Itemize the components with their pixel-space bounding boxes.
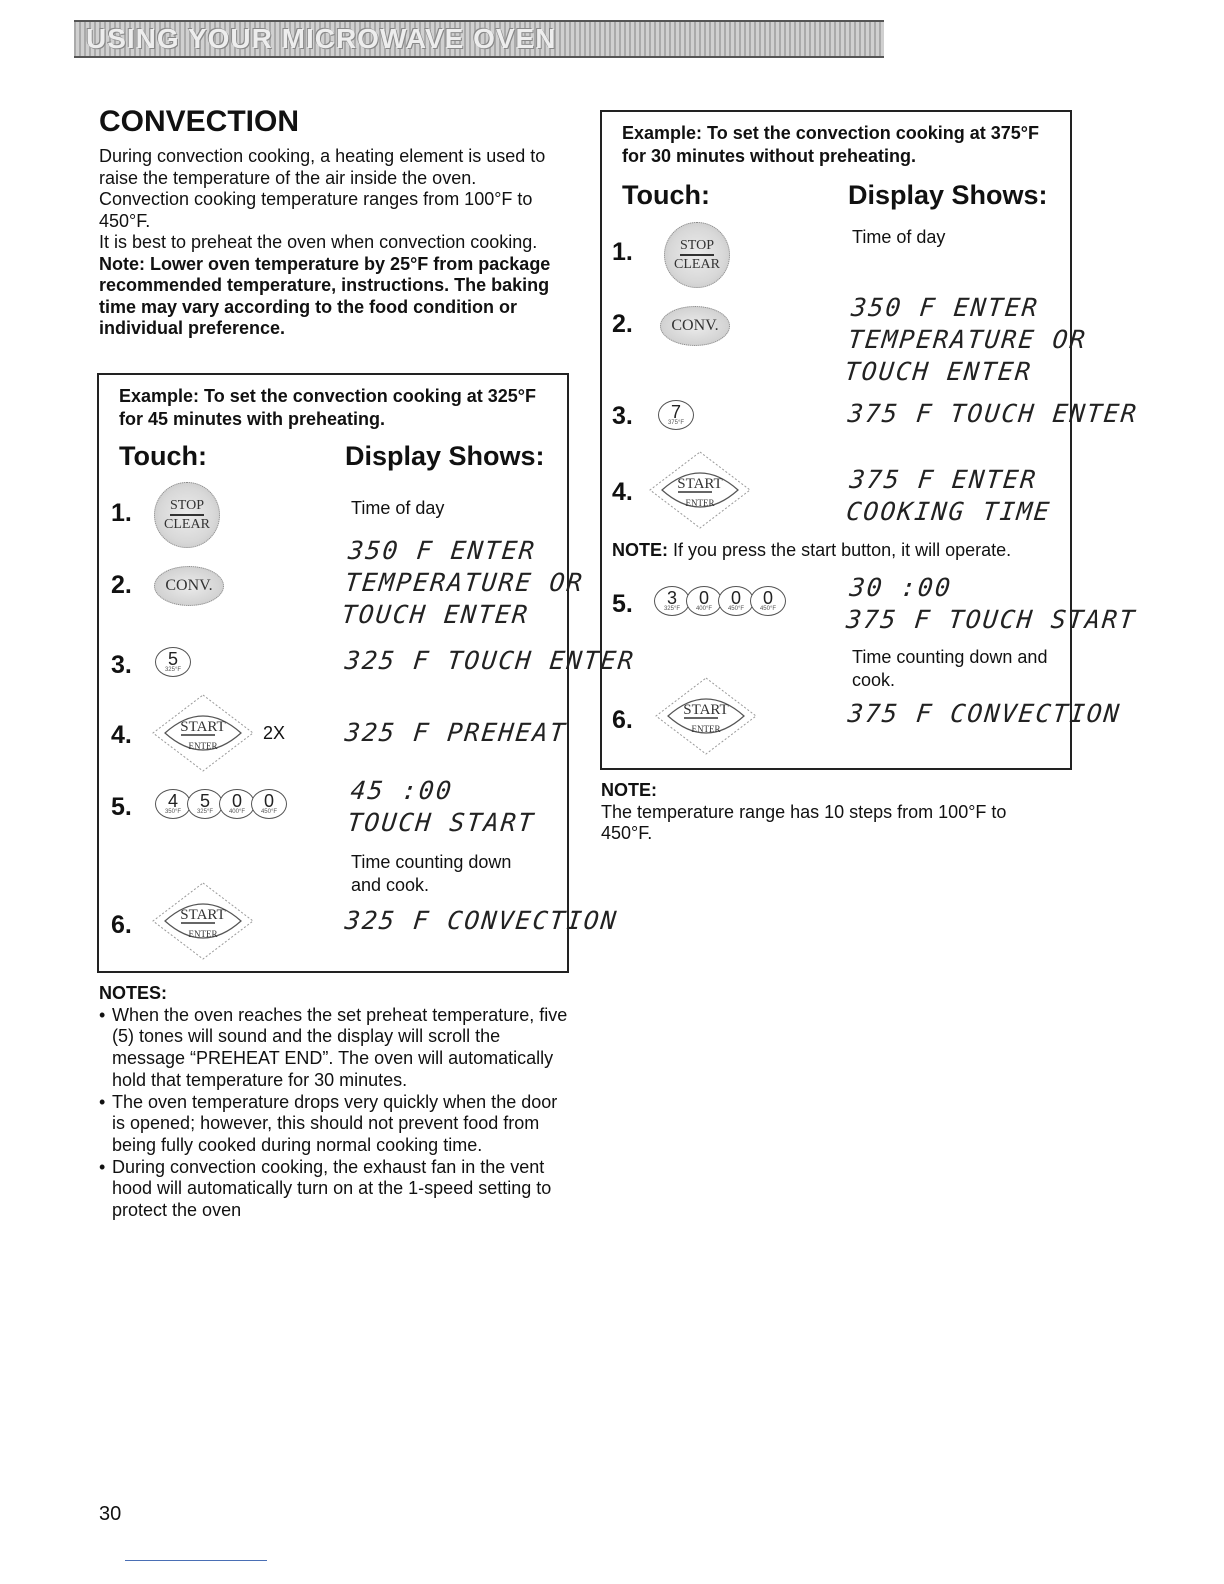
step-number: 1. — [612, 238, 633, 266]
page-title: CONVECTION — [99, 105, 300, 138]
number-pad-keys[interactable] — [654, 586, 782, 616]
page-number: 30 — [99, 1503, 122, 1525]
touch-header: Touch: — [622, 180, 710, 210]
key-temp: 375°F — [667, 420, 685, 426]
clear-label: CLEAR — [164, 517, 210, 532]
number-pad-key[interactable] — [155, 647, 187, 677]
enter-label: ENTER — [685, 498, 715, 508]
step-number: 5. — [111, 793, 132, 821]
lcd-line: 375 F ENTER — [848, 465, 1039, 494]
step-number: 6. — [612, 706, 633, 734]
note-item: • When the oven reaches the set preheat temperature, five (5) tones will sound and the display will scroll the message “PREHEAT END”. The oven will automatically hold that temperature for 30 minutes. — [99, 1005, 569, 1092]
notes-section — [99, 983, 569, 1222]
banner-title: USING YOUR MICROWAVE OVEN — [86, 23, 557, 54]
number-key[interactable]: 0 450°F — [750, 586, 786, 616]
display-text: Time of day — [351, 498, 445, 518]
conv-button[interactable]: CONV. — [660, 306, 730, 346]
lcd-line: 325 F TOUCH ENTER — [343, 646, 637, 675]
lcd-line: 325 F CONVECTION — [343, 906, 620, 935]
lcd-line: 30 :00 — [848, 573, 954, 602]
start-enter-button[interactable] — [151, 693, 255, 773]
number-key[interactable]: 0 450°F — [718, 586, 754, 616]
lcd-display — [845, 572, 1142, 636]
stop-clear-button[interactable] — [154, 482, 220, 548]
key-temp: 325°F — [164, 667, 182, 673]
intro-paragraph-2: It is best to preheat the oven when convection cooking. — [99, 232, 538, 252]
note-text: The temperature range has 10 steps from 100°F to 450°F. — [601, 801, 1007, 844]
intro-note: Note: Lower oven temperature by 25°F from package recommended temperature, instructions. The baking time may vary according to the food condition or individual preference. — [99, 253, 551, 338]
footer-rule — [125, 1560, 267, 1561]
number-key[interactable]: 4 350°F — [155, 789, 191, 819]
touch-header: Touch: — [119, 441, 207, 471]
stop-label: STOP — [680, 237, 714, 256]
convection-intro — [99, 104, 569, 340]
clear-label: CLEAR — [674, 257, 720, 272]
lcd-line: 45 :00 — [349, 776, 455, 805]
notes-heading: NOTES: — [99, 983, 168, 1003]
number-pad-keys[interactable] — [155, 789, 283, 819]
number-key[interactable]: 0 450°F — [251, 789, 287, 819]
lcd-line: 375 F TOUCH START — [844, 605, 1138, 634]
enter-label: ENTER — [188, 929, 218, 939]
start-label: START — [180, 907, 226, 923]
lcd-line: 350 F ENTER — [849, 293, 1041, 322]
lcd-display — [340, 535, 589, 631]
example-box-no-preheat — [600, 110, 1140, 770]
stop-clear-button[interactable] — [664, 222, 730, 288]
lcd-line: 375 F TOUCH ENTER — [846, 399, 1140, 428]
notes-section-right — [601, 780, 1061, 845]
lcd-display — [346, 775, 540, 839]
number-key[interactable]: 0 400°F — [686, 586, 722, 616]
start-enter-button[interactable] — [151, 881, 255, 961]
step-number: 4. — [111, 721, 132, 749]
lcd-line: TOUCH ENTER — [843, 357, 1034, 386]
enter-label: ENTER — [188, 741, 218, 751]
lcd-display — [846, 698, 1122, 730]
display-text: Time of day — [852, 227, 946, 247]
step-number: 4. — [612, 478, 633, 506]
display-text: Time counting down and cook. — [351, 852, 512, 895]
press-count: 2X — [263, 723, 286, 743]
key-digit: 5 — [167, 649, 178, 669]
step-number: 3. — [612, 402, 633, 430]
lcd-display — [343, 717, 568, 749]
lcd-line: 375 F CONVECTION — [846, 699, 1123, 728]
key-digit: 7 — [670, 402, 681, 422]
number-key[interactable]: 0 400°F — [219, 789, 255, 819]
example-title: Example: To set the convection cooking at 325°F for 45 minutes with preheating. — [119, 386, 536, 429]
lcd-line: TEMPERATURE OR — [846, 325, 1089, 354]
lcd-line: 350 F ENTER — [346, 536, 538, 565]
stop-label: STOP — [170, 497, 204, 516]
note-label: NOTE: — [612, 540, 668, 560]
lcd-display — [846, 398, 1139, 430]
step-number: 1. — [111, 499, 132, 527]
lcd-display — [343, 645, 636, 677]
step-number: 2. — [111, 571, 132, 599]
step-number: 5. — [612, 590, 633, 618]
step-number: 6. — [111, 911, 132, 939]
display-header: Display Shows: — [848, 180, 1048, 210]
section-banner — [74, 20, 884, 58]
lcd-line: TOUCH ENTER — [340, 600, 531, 629]
note-item: • The oven temperature drops very quickly when the door is opened; however, this should not prevent food from being fully cooked during normal cooking time. — [99, 1092, 569, 1157]
example-title: Example: To set the convection cooking at 375°F for 30 minutes without preheating. — [622, 123, 1039, 166]
lcd-display — [843, 292, 1092, 388]
intro-paragraph-1: During convection cooking, a heating element is used to raise the temperature of the air inside the oven. Convection cooking temperature ranges from 100°F to 450°F. — [99, 146, 546, 231]
conv-button[interactable]: CONV. — [154, 566, 224, 606]
start-label: START — [677, 476, 723, 492]
display-header: Display Shows: — [345, 441, 545, 471]
note-item: • During convection cooking, the exhaust fan in the vent hood will automatically turn on at the 1-speed setting to protect the oven — [99, 1157, 569, 1222]
start-label: START — [683, 702, 729, 718]
number-pad-key[interactable] — [658, 400, 690, 430]
lcd-line: COOKING TIME — [844, 497, 1053, 526]
lcd-line: TOUCH START — [345, 808, 537, 837]
enter-label: ENTER — [691, 724, 721, 734]
lcd-display — [845, 464, 1056, 528]
lcd-line: 325 F PREHEAT — [343, 718, 569, 747]
start-note — [612, 540, 1011, 561]
step-number: 2. — [612, 310, 633, 338]
start-label: START — [180, 719, 226, 735]
note-text: If you press the start button, it will operate. — [673, 540, 1012, 560]
lcd-line: TEMPERATURE OR — [343, 568, 586, 597]
notes-heading: NOTE: — [601, 780, 657, 800]
number-key[interactable]: 5 325°F — [187, 789, 223, 819]
step-number: 3. — [111, 651, 132, 679]
start-enter-button[interactable] — [648, 450, 752, 530]
number-key[interactable]: 3 325°F — [654, 586, 690, 616]
start-enter-button[interactable] — [654, 676, 758, 756]
display-text: Time counting down and cook. — [852, 647, 1048, 690]
lcd-display — [343, 905, 619, 937]
